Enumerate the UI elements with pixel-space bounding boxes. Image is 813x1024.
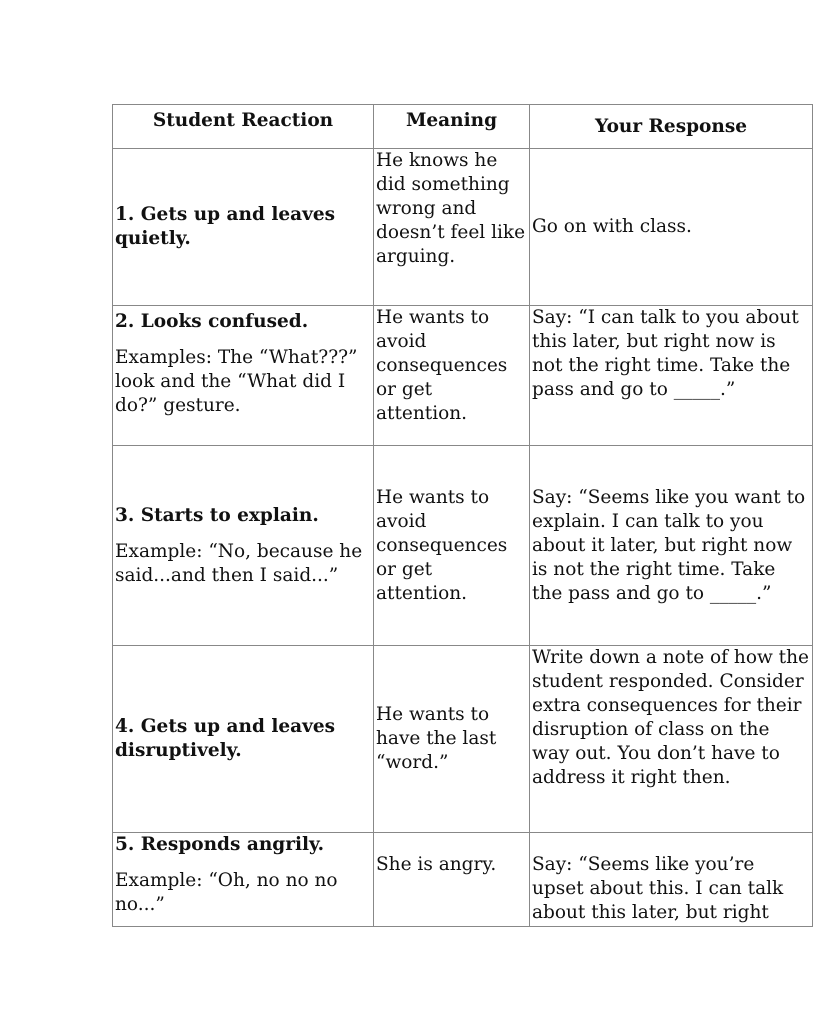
reaction-title: 3. Starts to explain. <box>115 504 319 526</box>
response-text: Say: “Seems like you want to explain. I can talk to you about it later, but right now is not the right time. Take the pass and go to _____.” <box>532 486 806 604</box>
header-your-response: Your Response <box>530 105 813 149</box>
reaction-cell <box>113 646 374 833</box>
behavior-response-table <box>112 104 813 927</box>
meaning-cell <box>374 833 530 927</box>
response-text: Go on with class. <box>532 216 692 237</box>
table-row <box>113 833 813 927</box>
table-row <box>113 446 813 646</box>
table-row <box>113 149 813 306</box>
meaning-text: He wants to have the last “word.” <box>376 704 497 773</box>
response-text: Say: “Seems like you’re upset about this. I can talk about this later, but right <box>532 854 784 923</box>
meaning-text: He knows he did something wrong and doesn’t feel like arguing. <box>376 150 526 267</box>
header-student-reaction: Student Reaction <box>113 105 374 149</box>
reaction-example: Example: “No, because he said...and then I said...” <box>115 540 363 586</box>
reaction-example: Example: “Oh, no no no no...” <box>115 870 338 915</box>
table-row <box>113 306 813 446</box>
header-meaning: Meaning <box>374 105 530 149</box>
meaning-text: He wants to avoid consequences or get attention. <box>376 486 508 604</box>
response-cell <box>530 646 813 833</box>
meaning-cell <box>374 446 530 646</box>
reaction-cell <box>113 833 374 927</box>
meaning-cell <box>374 646 530 833</box>
response-text: Say: “I can talk to you about this later, but right now is not the right time. Take the pass and go to _____.” <box>532 307 799 400</box>
reaction-title: 4. Gets up and leaves disruptively. <box>115 716 336 761</box>
response-text: Write down a note of how the student responded. Consider extra consequences for their disruption of class on the way out. You don’t have to address it right then. <box>532 647 809 788</box>
response-cell <box>530 149 813 306</box>
meaning-cell <box>374 149 530 306</box>
reaction-title: 5. Responds angrily. <box>115 834 325 855</box>
reaction-example: Examples: The “What???” look and the “What did I do?” gesture. <box>115 347 358 416</box>
meaning-text: He wants to avoid consequences or get attention. <box>376 307 508 424</box>
reaction-title: 2. Looks confused. <box>115 311 309 332</box>
reaction-title: 1. Gets up and leaves quietly. <box>115 204 336 249</box>
meaning-text: She is angry. <box>376 854 497 875</box>
reaction-cell <box>113 446 374 646</box>
response-cell <box>530 306 813 446</box>
reaction-cell <box>113 306 374 446</box>
response-cell <box>530 446 813 646</box>
meaning-cell <box>374 306 530 446</box>
table-header-row <box>113 105 813 149</box>
response-cell <box>530 833 813 927</box>
table-row <box>113 646 813 833</box>
reaction-cell <box>113 149 374 306</box>
